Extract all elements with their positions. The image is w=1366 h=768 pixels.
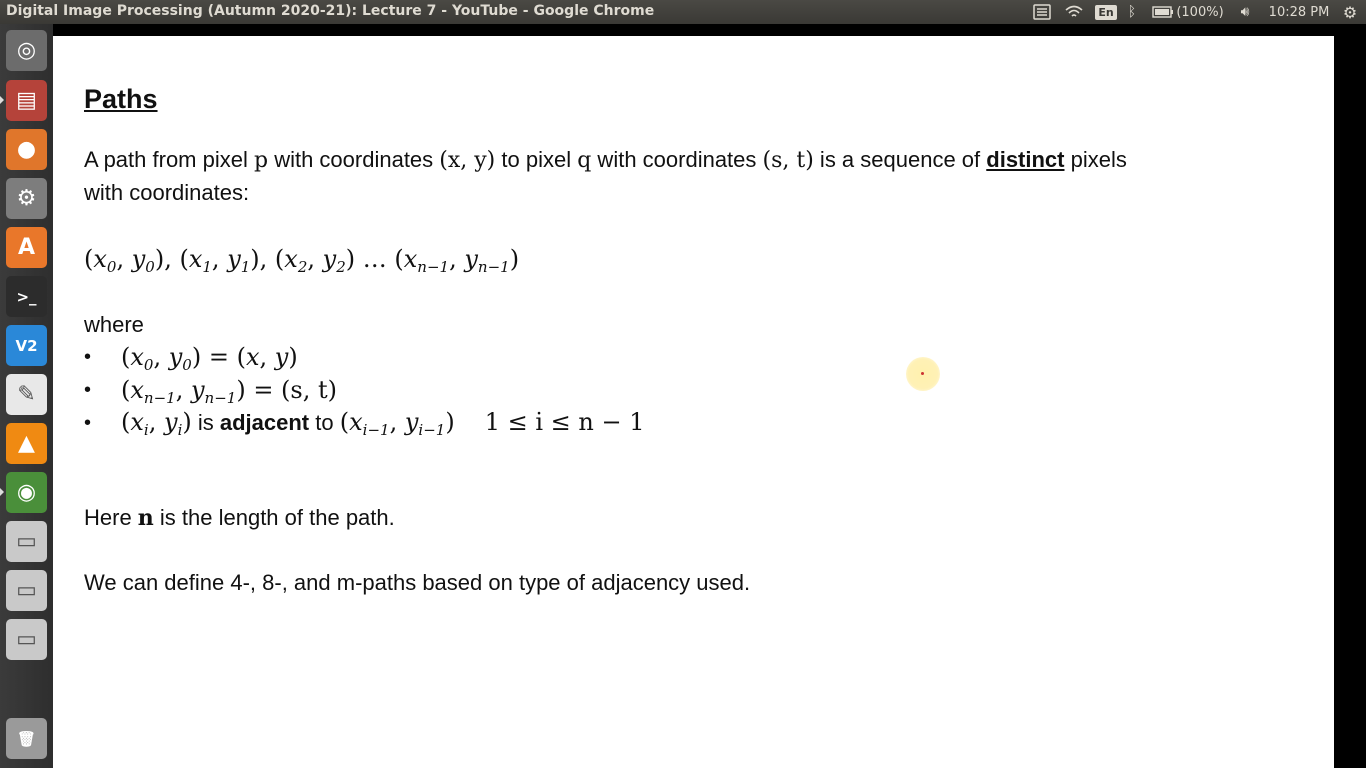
volume-icon[interactable]: 🔊︎ (1240, 4, 1250, 20)
battery-percent: (100%) (1176, 4, 1224, 20)
drive-glyph: ▭ (16, 627, 37, 652)
intro-text: is a sequence of (813, 147, 987, 172)
drive-glyph: ▭ (16, 529, 37, 554)
wifi-icon[interactable] (1062, 0, 1086, 24)
running-indicator (0, 488, 4, 496)
window-title: Digital Image Processing (Autumn 2020-21): Lecture 7 - YouTube - Google Chrome (6, 3, 655, 19)
software-center-icon[interactable] (6, 227, 47, 268)
intro-text: pixels (1064, 147, 1127, 172)
vnc-viewer-glyph: V2 (15, 336, 38, 355)
var-n: n (137, 505, 154, 531)
intro-line-2: with coordinates: (84, 180, 250, 205)
vnc-viewer-icon[interactable] (6, 325, 47, 366)
top-panel (0, 0, 1366, 24)
chrome-glyph: ◉ (16, 480, 37, 505)
software-center-glyph: A (17, 235, 36, 260)
drive-icon[interactable] (6, 521, 47, 562)
video-letterbox-right (1334, 24, 1366, 768)
text-editor-icon[interactable] (6, 374, 47, 415)
emphasis-distinct: distinct (986, 147, 1065, 172)
system-settings-glyph: ⚙ (16, 186, 37, 211)
menu-icon[interactable] (1030, 0, 1054, 24)
file-cabinet-glyph: ▤ (16, 88, 37, 113)
ubuntu-dash-glyph: ◎ (16, 38, 37, 63)
running-indicator (0, 96, 4, 104)
var-p: p (253, 148, 269, 173)
bullet-end-condition: ($x_{n-1}$, $y_{n-1}) = (s$, t) (121, 376, 337, 407)
ubuntu-dash-icon[interactable] (6, 30, 47, 71)
firefox-icon[interactable] (6, 129, 47, 170)
intro-text: with coordinates (591, 147, 763, 172)
drive-icon[interactable] (6, 570, 47, 611)
keyboard-layout-indicator[interactable] (1096, 0, 1116, 24)
chrome-icon[interactable] (6, 472, 47, 513)
vlc-glyph: ▲ (18, 431, 35, 456)
slide-heading: Paths (84, 84, 158, 114)
coord-st: (s, t) (762, 148, 814, 173)
keyboard-layout-label: En (1095, 5, 1116, 20)
video-letterbox-top (53, 24, 1334, 36)
wifi-signal-icon (1064, 4, 1084, 20)
intro-text: with coordinates (268, 147, 440, 172)
trash-icon[interactable] (6, 718, 47, 759)
bullet-marker: • (84, 346, 92, 368)
system-settings-icon[interactable] (6, 178, 47, 219)
bullet-marker: • (84, 379, 92, 401)
drive-glyph: ▭ (16, 578, 37, 603)
bullet-adjacency-condition: ($x_i$, $y_i$) is adjacent to ($x_{i-1}$, $y_{i-1}$) 1 ≤ i ≤ n − 1 (121, 408, 645, 439)
length-note: Here n is the length of the path. (84, 505, 395, 531)
vlc-icon[interactable] (6, 423, 47, 464)
session-gear-icon[interactable]: ⚙ (1342, 2, 1358, 22)
trash-glyph: 🗑 (16, 729, 37, 748)
intro-line-1 (84, 147, 1127, 173)
coordinate-sequence: ($x_0$, $y_0$), ($x_1$, $y_1$), ($x_2$, $y_2$) … ($x_{n-1}$, $y_{n-1}$) (84, 245, 520, 276)
intro-text: to pixel (495, 147, 578, 172)
file-cabinet-icon[interactable] (6, 80, 47, 121)
bullet-marker: • (84, 412, 92, 434)
terminal-icon[interactable] (6, 276, 47, 317)
var-q: q (577, 148, 592, 173)
battery-indicator[interactable] (1150, 0, 1226, 24)
terminal-glyph: >_ (16, 287, 37, 306)
coord-xy: (x, y) (439, 148, 496, 173)
text-editor-glyph: ✎ (17, 382, 36, 407)
battery-icon (1152, 6, 1174, 18)
where-label: where (84, 312, 144, 337)
list-icon (1033, 4, 1051, 20)
drive-icon[interactable] (6, 619, 47, 660)
clock[interactable]: 10:28 PM (1268, 4, 1330, 20)
define-note: We can define 4-, 8-, and m-paths based on type of adjacency used. (84, 570, 751, 595)
intro-text: A path from pixel (84, 147, 254, 172)
bluetooth-icon[interactable]: ᛒ (1127, 4, 1137, 20)
firefox-glyph: ● (16, 137, 37, 162)
bullet-start-condition: ($x_0$, $y_0) = (x$, y) (121, 343, 298, 374)
pointer-highlight (906, 357, 940, 391)
